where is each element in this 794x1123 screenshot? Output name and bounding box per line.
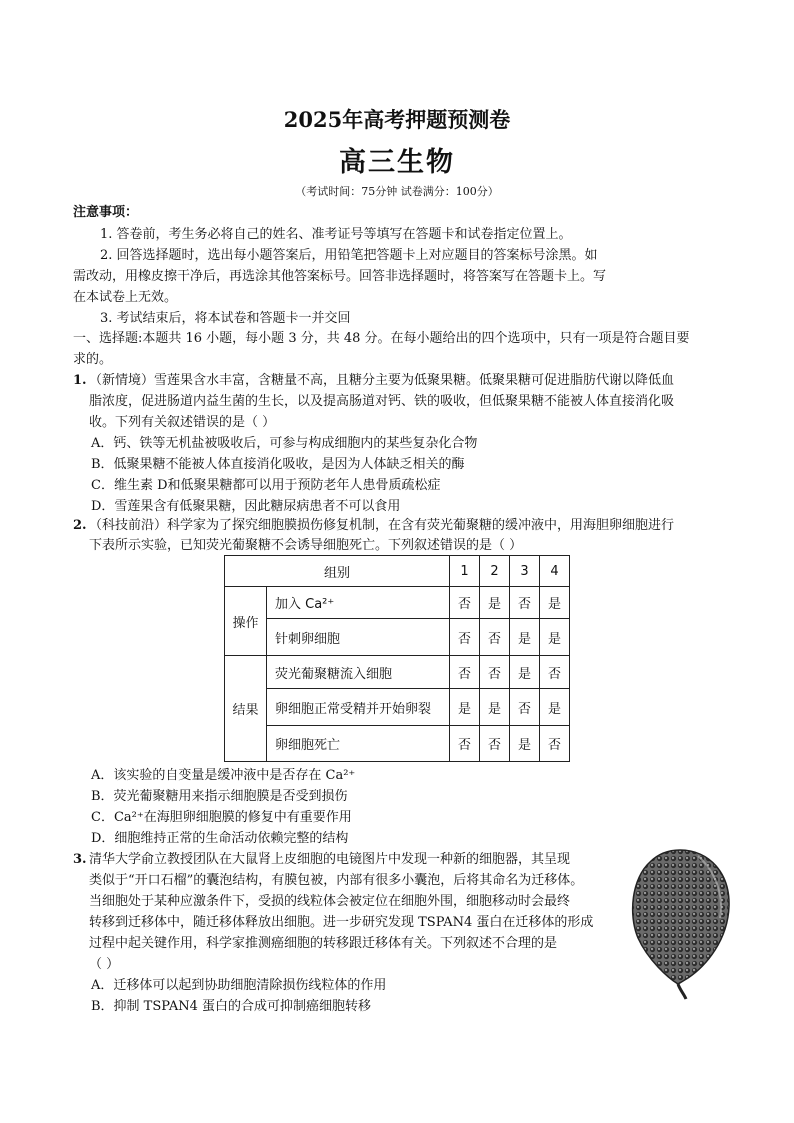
q2-option-c[interactable]: C．Ca²⁺在海胆卵细胞膜的修复中有重要作用 (91, 810, 352, 825)
notice-item-2-line-2: 需改动，用橡皮擦干净后，再选涂其他答案标号。回答非选择题时，将答案写在答题卡上。写 (73, 269, 607, 284)
row-label: 卵细胞正常受精并开始卵裂 (267, 689, 450, 726)
cell: 是 (510, 726, 540, 762)
experiment-table (224, 555, 570, 762)
cell: 是 (480, 689, 510, 726)
col-header: 1 (450, 556, 480, 587)
q2-option-b[interactable]: B．荧光葡聚糖用来指示细胞膜是否受到损伤 (91, 789, 348, 804)
section-heading-line-2: 求的。 (73, 352, 113, 367)
q3-option-a[interactable]: A．迁移体可以起到协助细胞清除损伤线粒体的作用 (91, 978, 387, 993)
migrasome-micrograph-image (628, 848, 732, 1000)
row-label: 卵细胞死亡 (267, 726, 450, 762)
row-label: 针刺卵细胞 (267, 619, 450, 656)
cell: 否 (510, 689, 540, 726)
cell: 否 (480, 656, 510, 689)
section-result: 结果 (225, 656, 267, 762)
q1-stem-line-1: （新情境）雪莲果含水丰富，含糖量不高，且糖分主要为低聚果糖。低聚果糖可促进脂肪代谢以降低血 (89, 373, 675, 388)
q3-stem-line-6: （ ） (89, 957, 120, 972)
cell: 是 (510, 619, 540, 656)
col-header: 4 (540, 556, 570, 587)
exam-meta: （考试时间：75分钟 试卷满分：100分） (295, 185, 499, 198)
cell: 否 (480, 619, 510, 656)
table-header-row (225, 556, 570, 587)
cell: 否 (540, 726, 570, 762)
cell: 是 (540, 689, 570, 726)
q1-option-b[interactable]: B．低聚果糖不能被人体直接消化吸收，是因为人体缺乏相关的酶 (91, 457, 465, 472)
cell: 否 (480, 726, 510, 762)
cell: 否 (510, 587, 540, 619)
col-header: 3 (510, 556, 540, 587)
cell: 否 (540, 656, 570, 689)
section-operation: 操作 (225, 587, 267, 656)
q1-stem-line-2: 脂浓度，促进肠道内益生菌的生长，以及提高肠道对钙、铁的吸收，但低聚果糖不能被人体直接消化吸 (89, 394, 675, 409)
subject-title: 高三生物 (339, 147, 455, 178)
q3-option-b[interactable]: B．抑制 TSPAN4 蛋白的合成可抑制癌细胞转移 (91, 999, 371, 1014)
cell: 否 (450, 656, 480, 689)
q3-stem-line-2: 类似于“开口石榴”的囊泡结构，有膜包被，内部有很多小囊泡，后将其命名为迁移体。 (89, 873, 584, 888)
notice-item-3: 3. 考试结束后，将本试卷和答题卡一并交回 (100, 311, 351, 326)
cell: 否 (450, 619, 480, 656)
cell: 是 (450, 689, 480, 726)
notice-item-2-line-3: 在本试卷上无效。 (73, 290, 178, 305)
q1-option-d[interactable]: D．雪莲果含有低聚果糖，因此糖尿病患者不可以食用 (91, 499, 401, 514)
col-header: 2 (480, 556, 510, 587)
cell: 否 (450, 726, 480, 762)
q1-number: 1. (73, 373, 87, 388)
table-row (225, 726, 570, 762)
q1-option-a[interactable]: A．钙、铁等无机盐被吸收后，可参与构成细胞内的某些复杂化合物 (91, 436, 478, 451)
table-row (225, 656, 570, 689)
q2-option-d[interactable]: D．细胞维持正常的生命活动依赖完整的结构 (91, 831, 349, 846)
q2-stem-line-2: 下表所示实验，已知荧光葡聚糖不会诱导细胞死亡。下列叙述错误的是（ ） (89, 538, 523, 553)
cell: 是 (540, 587, 570, 619)
q3-stem-line-1: 清华大学俞立教授团队在大鼠肾上皮细胞的电镜图片中发现一种新的细胞器，其呈现 (89, 852, 571, 867)
q3-stem-line-3: 当细胞处于某种应激条件下，受损的线粒体会被定位在细胞外围，细胞移动时会最终 (89, 894, 571, 909)
cell: 否 (450, 587, 480, 619)
cell: 是 (540, 619, 570, 656)
section-heading-line-1: 一、选择题:本题共 16 小题，每小题 3 分，共 48 分。在每小题给出的四个选项中，只有一项是符合题目要 (73, 331, 690, 346)
cell: 是 (480, 587, 510, 619)
group-label: 组别 (225, 556, 450, 587)
notice-item-1: 1. 答卷前，考生务必将自己的姓名、准考证号等填写在答题卡和试卷指定位置上。 (100, 227, 572, 242)
q1-stem-line-3: 收。下列有关叙述错误的是（ ） (89, 415, 276, 430)
q1-option-c[interactable]: C．维生素 D和低聚果糖都可以用于预防老年人患骨质疏松症 (91, 478, 441, 493)
q3-number: 3. (73, 852, 87, 867)
table-row (225, 689, 570, 726)
q3-stem-line-4: 转移到迁移体中，随迁移体释放出细胞。进一步研究发现 TSPAN4 蛋白在迁移体的形成 (89, 915, 594, 930)
q2-stem-line-1: （科技前沿）科学家为了探究细胞膜损伤修复机制，在含有荧光葡聚糖的缓冲液中，用海胆卵细胞进行 (89, 518, 675, 533)
exam-title: 2025年高考押题预测卷 (283, 107, 511, 132)
q2-number: 2. (73, 518, 87, 533)
notice-heading: 注意事项： (73, 205, 139, 220)
table-row (225, 587, 570, 619)
row-label: 荧光葡聚糖流入细胞 (267, 656, 450, 689)
table-row (225, 619, 570, 656)
cell: 是 (510, 656, 540, 689)
q3-stem-line-5: 过程中起关键作用，科学家推测癌细胞的转移跟迁移体有关。下列叙述不合理的是 (89, 936, 558, 951)
q2-option-a[interactable]: A．该实验的自变量是缓冲液中是否存在 Ca²⁺ (91, 768, 356, 783)
row-label: 加入 Ca²⁺ (267, 587, 450, 619)
notice-item-2-line-1: 2. 回答选择题时，选出每小题答案后，用铅笔把答题卡上对应题目的答案标号涂黑。如 (100, 248, 598, 263)
